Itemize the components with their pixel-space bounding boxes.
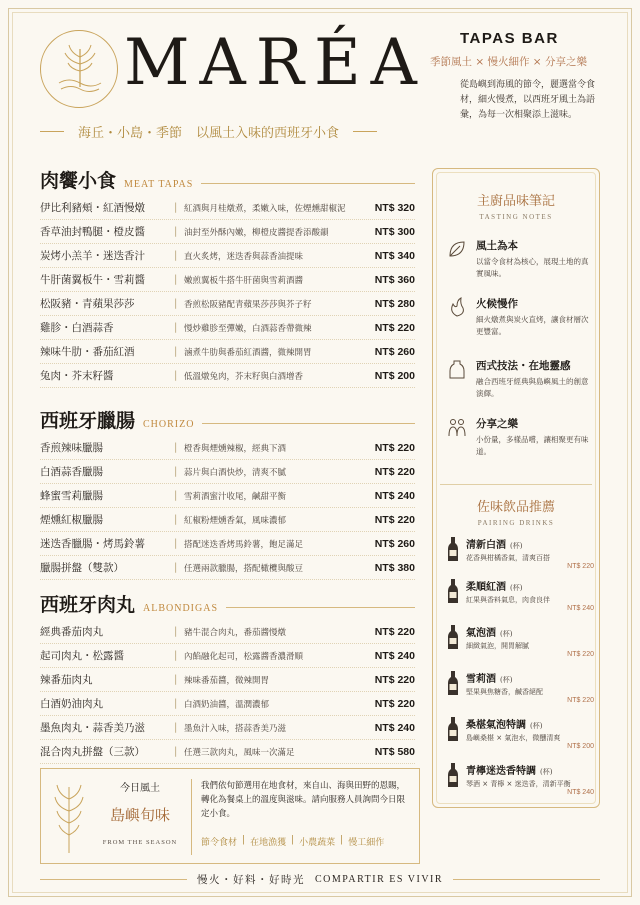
drink-price: NT$ 220	[567, 563, 594, 570]
item-separator: |	[174, 490, 178, 501]
drink-body	[466, 624, 594, 658]
footer-en: COMPARTIR ES VIVIR	[314, 874, 444, 885]
menu-item-row	[40, 292, 415, 316]
logo-emblem	[40, 30, 118, 108]
menu-item-desc: 紅椒粉煙燻香氣，風味濃郁	[184, 515, 287, 526]
tag-separator: |	[242, 835, 246, 845]
menu-item-price: NT$ 220	[374, 441, 415, 454]
drink-body	[466, 578, 594, 612]
section-rule	[226, 607, 415, 608]
section-meat-tapas	[40, 166, 415, 388]
section-albondigas	[40, 590, 415, 764]
item-separator: |	[174, 298, 178, 309]
menu-item-desc: 內餡融化起司，松露醬香濃滑順	[184, 651, 304, 662]
menu-item-name: 混合肉丸拼盤（三款）	[40, 746, 145, 758]
menu-item-price: NT$ 340	[374, 249, 415, 262]
item-separator: |	[174, 274, 178, 285]
drink-unit: (杯)	[500, 676, 513, 684]
menu-item-row	[40, 316, 415, 340]
item-separator: |	[174, 514, 178, 525]
menu-item-desc: 搭配迷迭香烤馬鈴薯，飽足滿足	[184, 539, 304, 550]
season-title: 島嶼旬味	[109, 806, 170, 824]
menu-item-desc: 豬牛混合肉丸，番茄醬慢燉	[184, 627, 287, 638]
drink-desc: 堅果與焦糖香，鹹香絕配	[466, 688, 543, 696]
season-tag: 小農蔬菜	[299, 838, 336, 848]
drink-item	[446, 670, 594, 704]
menu-item-price: NT$ 320	[374, 201, 415, 214]
menu-item-name: 辣味牛肋・番茄紅酒	[40, 346, 135, 358]
season-label: 今日風土	[120, 783, 160, 794]
drink-price: NT$ 200	[567, 743, 594, 750]
drink-desc: 琴酒 × 青檸 × 迷迭香，清新平衡	[466, 780, 571, 788]
menu-item-desc: 油封至外酥內嫩，柳橙皮醬提香添酸韻	[184, 227, 329, 238]
menu-item-price: NT$ 220	[374, 513, 415, 526]
season-tags	[201, 835, 384, 848]
season-tag: 慢工細作	[348, 838, 385, 848]
drink-name: 雪莉酒	[466, 674, 496, 685]
season-body: 我們依旬節選用在地食材，來自山、海與田野的恩賜，轉化為餐桌上的溫度與滋味。請向服務人員詢問今日限定小食。	[201, 781, 406, 819]
drink-body	[466, 716, 594, 750]
menu-item-price: NT$ 280	[374, 297, 415, 310]
season-box	[40, 768, 420, 864]
menu-item-row	[40, 436, 415, 460]
drink-desc: 島嶼桑椹 × 氣泡水，微醺清爽	[466, 734, 561, 742]
tasting-note	[446, 358, 594, 400]
menu-item-price: NT$ 220	[374, 321, 415, 334]
menu-item-name: 兔肉・芥末籽醬	[40, 370, 114, 382]
menu-item-row	[40, 220, 415, 244]
menu-item-price: NT$ 300	[374, 225, 415, 238]
section-heading	[40, 406, 415, 436]
drink-item	[446, 624, 594, 658]
section-title-zh: 肉饗小食	[40, 170, 117, 192]
menu-item-desc: 任選兩款臘腸，搭配橄欖與酸豆	[184, 563, 304, 574]
drink-price: NT$ 240	[567, 605, 594, 612]
flame-icon	[446, 296, 468, 318]
menu-item-price: NT$ 580	[374, 745, 415, 758]
bottle-icon	[446, 536, 460, 562]
menu-item-row	[40, 716, 415, 740]
menu-item-row	[40, 620, 415, 644]
menu-item-desc: 任選三款肉丸，風味一次滿足	[184, 747, 295, 758]
tag-separator: |	[340, 835, 344, 845]
menu-item-name: 白酒蒜香臘腸	[40, 466, 103, 478]
menu-item-name: 蜂蜜雪莉臘腸	[40, 490, 103, 502]
sidebar-divider	[440, 484, 592, 485]
menu-item-price: NT$ 380	[374, 561, 415, 574]
menu-item-row	[40, 668, 415, 692]
bottle-icon	[446, 716, 460, 742]
season-tag: 在地漁獲	[250, 838, 287, 848]
menu-item-desc: 紅酒與月桂燉煮，柔嫩入味，佐煙燻甜椒泥	[184, 203, 346, 214]
menu-item-price: NT$ 360	[374, 273, 415, 286]
menu-item-name: 牛肝菌翼板牛・雪莉醬	[40, 274, 145, 286]
menu-item-name: 起司肉丸・松露醬	[40, 650, 124, 662]
menu-item-name: 炭烤小羔羊・迷迭香汁	[40, 250, 145, 262]
item-separator: |	[174, 650, 178, 661]
item-separator: |	[174, 346, 178, 357]
menu-item-desc: 橙香與煙燻辣椒，經典下酒	[184, 443, 287, 454]
menu-item-name: 白酒奶油肉丸	[40, 698, 103, 710]
drink-name: 柔順紅酒	[466, 582, 506, 593]
section-title-en: MEAT TAPAS	[124, 179, 194, 190]
menu-item-desc: 低溫燉兔肉，芥末籽與白酒增香	[184, 371, 304, 382]
drink-item	[446, 578, 594, 612]
tasting-note-title: 分享之樂	[476, 418, 518, 430]
logo-tree-icon	[41, 31, 119, 109]
menu-item-price: NT$ 220	[374, 465, 415, 478]
tasting-note-body	[476, 238, 594, 280]
menu-item-name: 經典番茄肉丸	[40, 626, 103, 638]
menu-item-name: 辣番茄肉丸	[40, 674, 93, 686]
menu-item-name: 雞胗・白酒蒜香	[40, 322, 114, 334]
tasting-note-body	[476, 416, 594, 458]
bottle-icon	[446, 762, 460, 788]
item-separator: |	[174, 698, 178, 709]
drink-unit: (杯)	[510, 584, 523, 592]
menu-item-desc: 辣味番茄醬，微辣開胃	[184, 675, 270, 686]
item-separator: |	[174, 626, 178, 637]
footer-rule	[453, 879, 600, 880]
menu-item-desc: 直火炙烤，迷迭香與蒜香油提味	[184, 251, 304, 262]
tasting-note	[446, 238, 594, 280]
menu-item-row	[40, 644, 415, 668]
drink-name: 青檸迷迭香特調	[466, 766, 536, 777]
menu-item-row	[40, 508, 415, 532]
brand-name: MARÉA	[124, 26, 427, 100]
section-title-en: ALBONDIGAS	[143, 603, 219, 614]
season-tag: 節令食材	[201, 838, 238, 848]
drink-price: NT$ 220	[567, 697, 594, 704]
drink-body	[466, 536, 594, 570]
section-chorizo	[40, 406, 415, 580]
bottle-icon	[446, 578, 460, 604]
wheat-icon	[47, 779, 91, 855]
menu-item-price: NT$ 260	[374, 345, 415, 358]
jar-icon	[446, 358, 468, 380]
slogan-places: 海丘・小島・季節	[78, 126, 183, 141]
section-rule	[202, 423, 415, 424]
slogan-rule	[40, 131, 64, 132]
item-separator: |	[174, 322, 178, 333]
menu-item-desc: 香煎松阪豬配青蘋果莎莎與芥子籽	[184, 299, 312, 310]
drink-body	[466, 670, 594, 704]
item-separator: |	[174, 538, 178, 549]
tasting-note-desc: 細火燉煮與炭火直烤，讓食材層次更豐富。	[476, 315, 589, 336]
tasting-note	[446, 416, 594, 458]
drink-title	[466, 762, 594, 777]
menu-item-row	[40, 460, 415, 484]
menu-item-row	[40, 556, 415, 580]
menu-item-row	[40, 340, 415, 364]
menu-item-price: NT$ 220	[374, 625, 415, 638]
drink-item	[446, 716, 594, 750]
drink-name: 桑椹氣泡特調	[466, 720, 526, 731]
item-separator: |	[174, 562, 178, 573]
menu-item-desc: 雪莉酒蜜汁收尾，鹹甜平衡	[184, 491, 287, 502]
tapas-bar-title: TAPAS BAR	[460, 30, 559, 47]
tasting-note-desc: 融合西班牙經典與島嶼風土的創意演繹。	[476, 377, 589, 398]
pairing-drinks-subtitle: PAIRING DRINKS	[477, 519, 555, 527]
drink-unit: (杯)	[510, 542, 523, 550]
header-tagline: 季節風土 × 慢火細作 × 分享之樂	[430, 56, 587, 68]
drink-title	[466, 578, 594, 593]
section-title-zh: 西班牙肉丸	[40, 594, 136, 616]
tasting-note-body	[476, 296, 594, 338]
pairing-drinks-title: 佐味飲品推薦	[476, 500, 555, 515]
drink-price: NT$ 240	[567, 789, 594, 796]
menu-item-name: 松阪豬・青蘋果莎莎	[40, 298, 135, 310]
item-separator: |	[174, 250, 178, 261]
bottle-icon	[446, 624, 460, 650]
season-subtitle: FROM THE SEASON	[102, 839, 178, 846]
menu-item-row	[40, 244, 415, 268]
slogan-rule	[353, 131, 377, 132]
menu-item-price: NT$ 220	[374, 673, 415, 686]
drink-desc: 細緻氣泡，開胃解膩	[466, 642, 529, 650]
menu-item-row	[40, 532, 415, 556]
drink-item	[446, 536, 594, 570]
menu-item-row	[40, 484, 415, 508]
menu-item-row	[40, 740, 415, 764]
drink-title	[466, 536, 594, 551]
drink-title	[466, 716, 594, 731]
header-intro: 從島嶼到海風的節令，麗選當令食材，細火慢煮，以西班牙風土為語彙，為每一次相聚添上滋味。	[460, 80, 596, 120]
tasting-note-title: 風土為本	[476, 240, 518, 252]
item-separator: |	[174, 674, 178, 685]
menu-item-name: 伊比利豬頰・紅酒慢燉	[40, 202, 145, 214]
item-separator: |	[174, 370, 178, 381]
drink-unit: (杯)	[500, 630, 513, 638]
drink-item	[446, 762, 594, 796]
tag-separator: |	[291, 835, 295, 845]
menu-item-row	[40, 364, 415, 388]
menu-item-price: NT$ 240	[374, 489, 415, 502]
item-separator: |	[174, 226, 178, 237]
menu-item-name: 臘腸拼盤（雙款）	[40, 562, 124, 574]
menu-item-name: 墨魚肉丸・蒜香美乃滋	[40, 722, 145, 734]
section-title-en: CHORIZO	[143, 419, 195, 430]
drink-name: 氣泡酒	[466, 628, 496, 639]
footer-rule	[40, 879, 187, 880]
menu-item-desc: 嫩煎翼板牛搭牛肝菌與雪莉酒醬	[184, 275, 304, 286]
drink-title	[466, 624, 594, 639]
tasting-notes-subtitle: TASTING NOTES	[479, 213, 553, 221]
section-heading	[40, 166, 415, 196]
menu-item-price: NT$ 240	[374, 721, 415, 734]
section-title-zh: 西班牙臘腸	[40, 410, 136, 432]
menu-item-desc: 白酒奶油醬，溫潤濃郁	[184, 699, 270, 710]
menu-item-desc: 蒜片與白酒快炒，清爽不膩	[184, 467, 287, 478]
drink-unit: (杯)	[530, 722, 543, 730]
item-separator: |	[174, 746, 178, 757]
section-rule	[201, 183, 415, 184]
pairing-drinks-heading	[432, 496, 600, 527]
menu-item-name: 香草油封鴨腿・橙皮醬	[40, 226, 145, 238]
drink-desc: 紅果與香料氣息，肉食良伴	[466, 596, 550, 604]
item-separator: |	[174, 466, 178, 477]
menu-item-desc: 慢炒雞胗至彈嫩，白酒蒜香帶微辣	[184, 323, 312, 334]
season-label-block	[95, 779, 185, 846]
tasting-note-body	[476, 358, 594, 400]
menu-item-price: NT$ 260	[374, 537, 415, 550]
tasting-note-desc: 小份量，多樣品嚐，讓相聚更有味道。	[476, 435, 589, 456]
tasting-note	[446, 296, 594, 338]
footer	[40, 872, 600, 887]
tasting-note-title: 火候慢作	[476, 298, 518, 310]
slogan-tagline: 以風土入味的西班牙小食	[196, 126, 340, 141]
menu-item-row	[40, 692, 415, 716]
menu-item-row	[40, 268, 415, 292]
item-separator: |	[174, 202, 178, 213]
item-separator: |	[174, 442, 178, 453]
menu-item-name: 煙燻紅椒臘腸	[40, 514, 103, 526]
drink-name: 清新白酒	[466, 540, 506, 551]
menu-item-price: NT$ 220	[374, 697, 415, 710]
drink-price: NT$ 220	[567, 651, 594, 658]
menu-item-desc: 滷煮牛肋與番茄紅酒醬，微辣開胃	[184, 347, 312, 358]
season-divider	[191, 779, 192, 855]
bottle-icon	[446, 670, 460, 696]
menu-item-price: NT$ 200	[374, 369, 415, 382]
drink-body	[466, 762, 594, 796]
tasting-notes-title: 主廚品味筆記	[476, 194, 555, 209]
section-heading	[40, 590, 415, 620]
drink-desc: 花香與柑橘香氣，清爽百搭	[466, 554, 550, 562]
slogan-row	[40, 122, 425, 141]
menu-item-price: NT$ 240	[374, 649, 415, 662]
drink-unit: (杯)	[540, 768, 553, 776]
drink-title	[466, 670, 594, 685]
menu-item-desc: 墨魚汁入味，搭蒜香美乃滋	[184, 723, 287, 734]
tasting-note-desc: 以當令食材為核心，展現土地的真實風味。	[476, 257, 589, 278]
tasting-note-title: 西式技法・在地靈感	[476, 360, 571, 372]
menu-item-name: 香煎辣味臘腸	[40, 442, 103, 454]
leaf-icon	[446, 238, 468, 260]
item-separator: |	[174, 722, 178, 733]
footer-zh: 慢火・好料・好時光	[196, 874, 305, 886]
tasting-notes-heading	[432, 190, 600, 221]
menu-item-name: 迷迭香臘腸・烤馬鈴薯	[40, 538, 145, 550]
menu-item-row	[40, 196, 415, 220]
people-icon	[446, 416, 468, 438]
